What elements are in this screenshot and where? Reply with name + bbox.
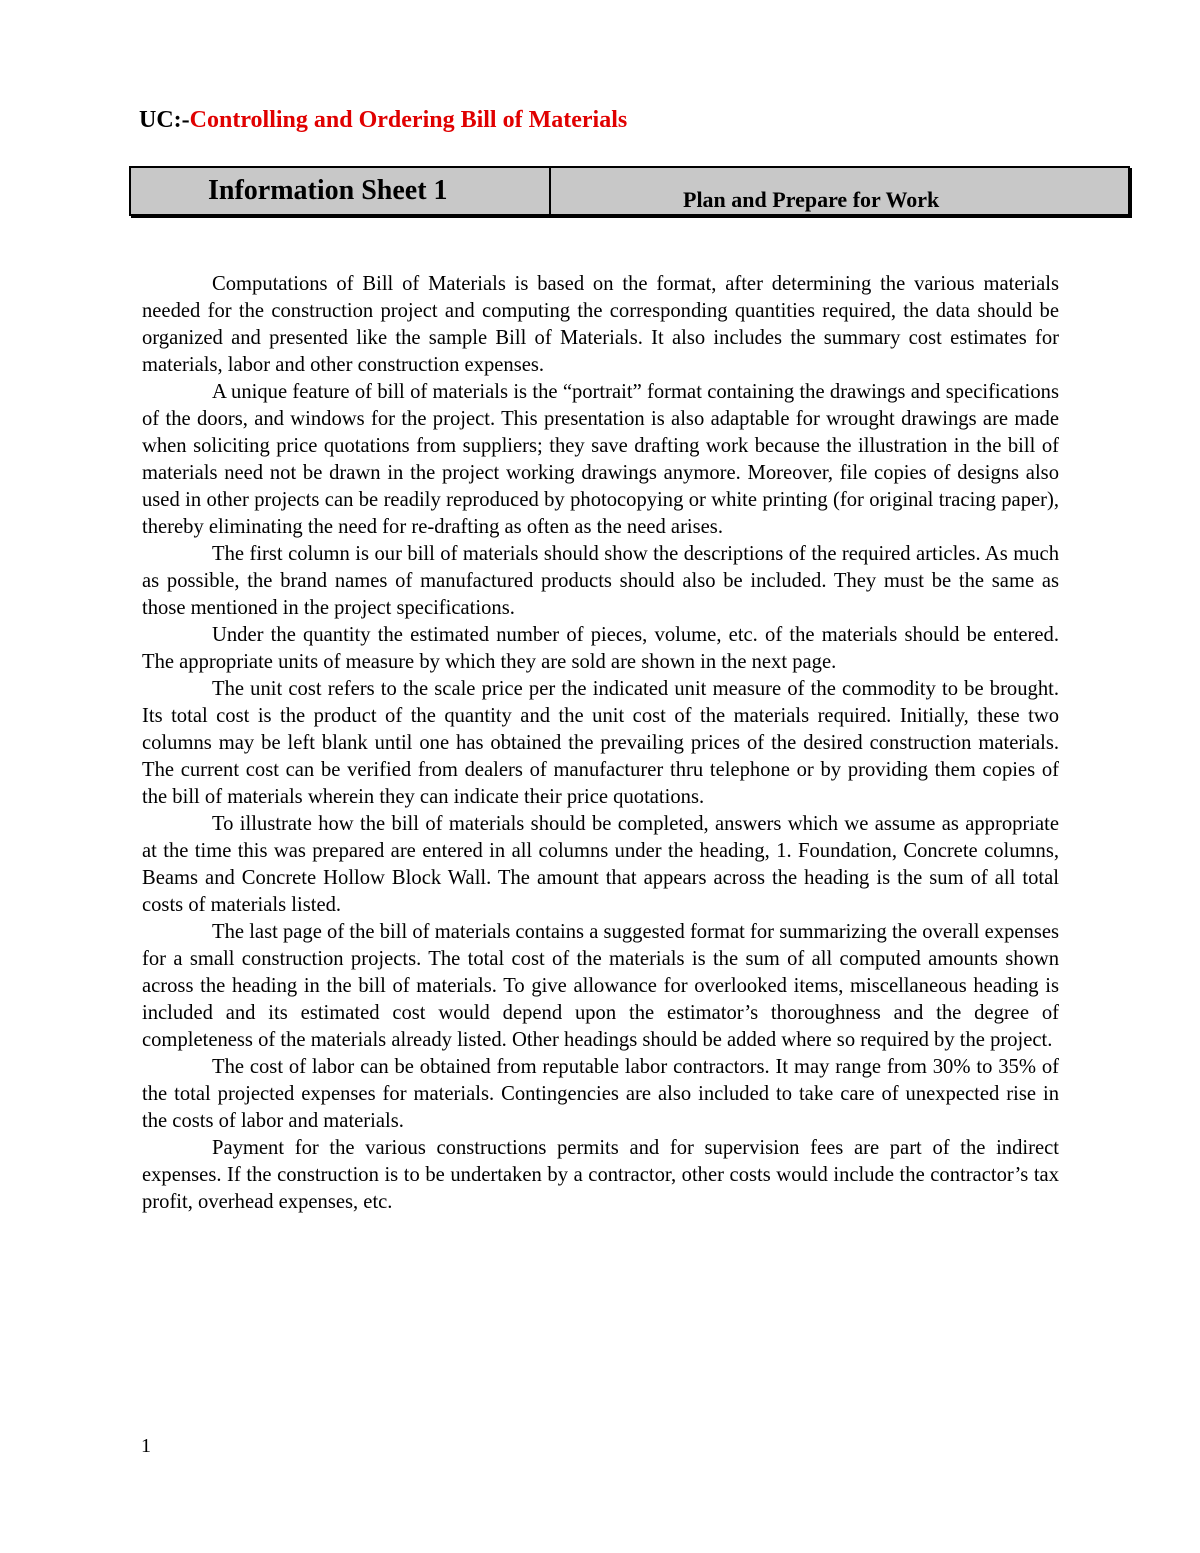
paragraph: The cost of labor can be obtained from reputable labor contractors. It may range from 30% to 35% of the total projected expenses for materials. Contingencies are also included to take care of unexpected rise in the costs of labor and materials.	[142, 1056, 1059, 1132]
unit-heading	[139, 104, 627, 136]
information-sheet-header	[129, 166, 1130, 216]
paragraph: A unique feature of bill of materials is the “portrait” format containing the drawings and specifications of the doors, and windows for the project. This presentation is also adaptable for wrought drawings are made when soliciting price quotations from suppliers; they save drafting work because the illustration in the bill of materials need not be drawn in the project working drawings anymore. Moreover, file copies of designs also used in other projects can be readily reproduced by photocopying or white printing (for original tracing paper), thereby eliminating the need for re-drafting as often as the need arises.	[142, 381, 1059, 538]
page-number: 1	[141, 1435, 151, 1457]
paragraph: The unit cost refers to the scale price per the indicated unit measure of the commodity to be brought. Its total cost is the product of the quantity and the unit cost of the materials required. Initially, these two columns may be left blank until one has obtained the prevailing prices of the desired construction materials. The current cost can be verified from dealers of manufacturer thru telephone or by providing them copies of the bill of materials wherein they can indicate their price quotations.	[142, 678, 1059, 808]
paragraph: Payment for the various constructions permits and for supervision fees are part of the indirect expenses. If the construction is to be undertaken by a contractor, other costs would include the contractor’s tax profit, overhead expenses, etc.	[142, 1137, 1059, 1213]
paragraph: Computations of Bill of Materials is based on the format, after determining the various materials needed for the construction project and computing the corresponding quantities required, the data should be organized and presented like the sample Bill of Materials. It also includes the summary cost estimates for materials, labor and other construction expenses.	[142, 273, 1059, 376]
document-body	[142, 271, 1059, 1216]
information-sheet-label: Information Sheet 1	[131, 168, 551, 214]
uc-title: Controlling and Ordering Bill of Materials	[189, 107, 628, 133]
paragraph: The first column is our bill of materials should show the descriptions of the required articles. As much as possible, the brand names of manufactured products should also be included. They must be the same as those mentioned in the project specifications.	[142, 543, 1059, 619]
task-title: Plan and Prepare for Work	[683, 187, 940, 212]
paragraph: To illustrate how the bill of materials should be completed, answers which we assume as appropriate at the time this was prepared are entered in all columns under the heading, 1. Foundation, Concrete columns, Beams and Concrete Hollow Block Wall. The amount that appears across the heading is the sum of all total costs of materials listed.	[142, 813, 1059, 916]
paragraph: Under the quantity the estimated number of pieces, volume, etc. of the materials should be entered. The appropriate units of measure by which they are sold are shown in the next page.	[142, 624, 1059, 673]
paragraph: The last page of the bill of materials contains a suggested format for summarizing the overall expenses for a small construction projects. The total cost of the materials is the sum of all computed amounts shown across the heading in the bill of materials. To give allowance for overlooked items, miscellaneous heading is included and its estimated cost would depend upon the estimator’s thoroughness and the degree of completeness of the materials already listed. Other headings should be added where so required by the project.	[142, 921, 1059, 1051]
uc-prefix: UC:-	[139, 107, 190, 133]
